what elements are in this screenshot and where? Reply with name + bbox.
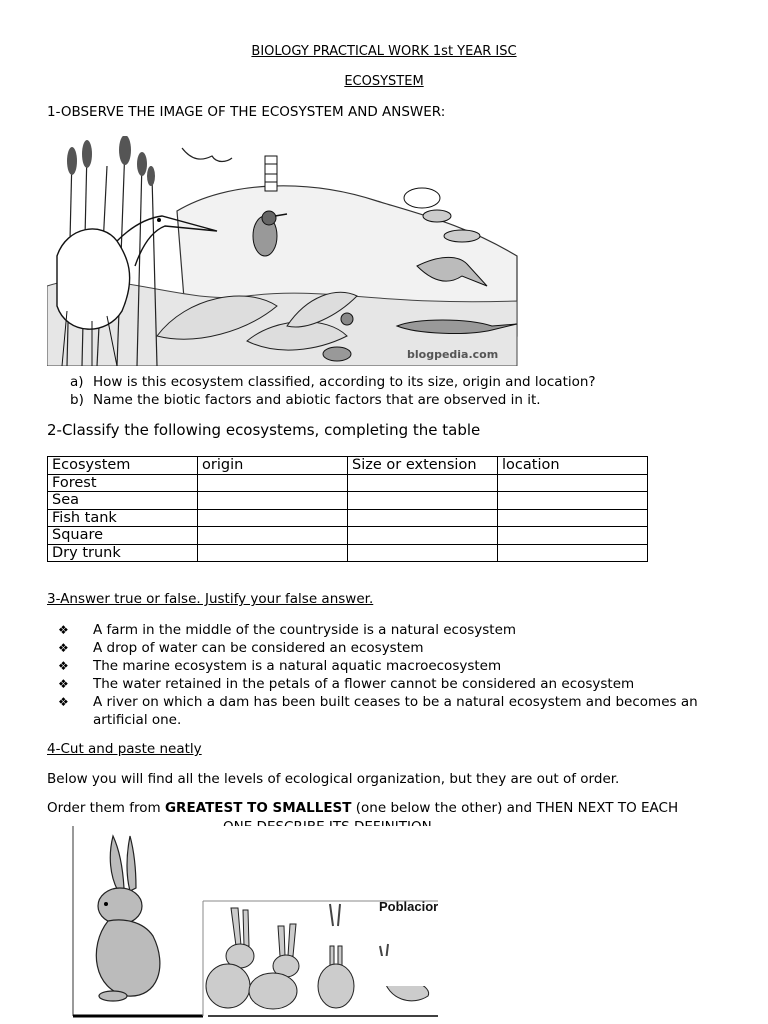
table-cell	[348, 492, 498, 510]
table-cell	[348, 527, 498, 545]
table-cell	[498, 527, 648, 545]
question-1-list	[70, 374, 596, 409]
diamond-bullet-icon: ❖	[58, 677, 69, 691]
row-label: Fish tank	[48, 509, 198, 527]
table-cell	[498, 509, 648, 527]
column-header: origin	[198, 457, 348, 475]
column-header: Ecosystem	[48, 457, 198, 475]
question-3-heading: 3-Answer true or false. Justify your false answer.	[47, 591, 374, 607]
table-row	[48, 544, 648, 562]
table-header-row	[48, 457, 648, 475]
table-row	[48, 509, 648, 527]
ecosystem-illustration	[47, 136, 522, 366]
list-item: b) Name the biotic factors and abiotic factors that are observed in it.	[70, 391, 541, 408]
instruction-text: Order them from GREATEST TO SMALLEST (one below the other) and THEN NEXT TO EACH	[47, 800, 679, 816]
table-cell	[348, 474, 498, 492]
table-row	[48, 492, 648, 510]
table-cell	[348, 509, 498, 527]
instruction-text: Below you will find all the levels of ecological organization, but they are out of order.	[47, 771, 620, 787]
row-label: Sea	[48, 492, 198, 510]
diamond-bullet-icon: ❖	[58, 641, 69, 655]
poblacion-label: Poblacior	[379, 899, 439, 914]
table-cell	[498, 492, 648, 510]
table-cell	[198, 544, 348, 562]
diamond-bullet-icon: ❖	[58, 659, 69, 673]
list-item: ❖ The marine ecosystem is a natural aquatic macroecosystem	[58, 658, 502, 674]
rabbits-illustration	[68, 826, 448, 1024]
diamond-bullet-icon: ❖	[58, 623, 69, 637]
list-item: ❖ A river on which a dam has been built ceases to be a natural ecosystem and becomes an artificial one.	[58, 694, 698, 728]
table-cell	[498, 474, 648, 492]
list-item: ❖ The water retained in the petals of a flower cannot be considered an ecosystem	[58, 676, 635, 692]
true-false-list	[58, 621, 728, 729]
diamond-bullet-icon: ❖	[58, 695, 69, 709]
question-4-heading: 4-Cut and paste neatly	[47, 741, 202, 757]
table-cell	[348, 544, 498, 562]
ecosystem-table	[47, 456, 648, 562]
question-2-heading: 2-Classify the following ecosystems, completing the table	[47, 421, 481, 439]
table-cell	[498, 544, 648, 562]
row-label: Forest	[48, 474, 198, 492]
table-cell	[198, 527, 348, 545]
question-1-heading: 1-OBSERVE THE IMAGE OF THE ECOSYSTEM AND ANSWER:	[47, 104, 446, 120]
table-cell	[198, 509, 348, 527]
document-title: BIOLOGY PRACTICAL WORK 1st YEAR ISC	[251, 44, 517, 59]
list-item: ❖ A drop of water can be considered an ecosystem	[58, 640, 424, 656]
image-watermark: blogpedia.com	[407, 348, 499, 361]
list-item: ❖ A farm in the middle of the countryside is a natural ecosystem	[58, 622, 517, 638]
table-row	[48, 474, 648, 492]
row-label: Dry trunk	[48, 544, 198, 562]
row-label: Square	[48, 527, 198, 545]
document-subtitle: ECOSYSTEM	[344, 74, 424, 89]
table-row	[48, 527, 648, 545]
table-cell	[198, 492, 348, 510]
column-header: location	[498, 457, 648, 475]
table-cell	[198, 474, 348, 492]
column-header: Size or extension	[348, 457, 498, 475]
list-item: a) How is this ecosystem classified, according to its size, origin and location?	[70, 374, 596, 390]
